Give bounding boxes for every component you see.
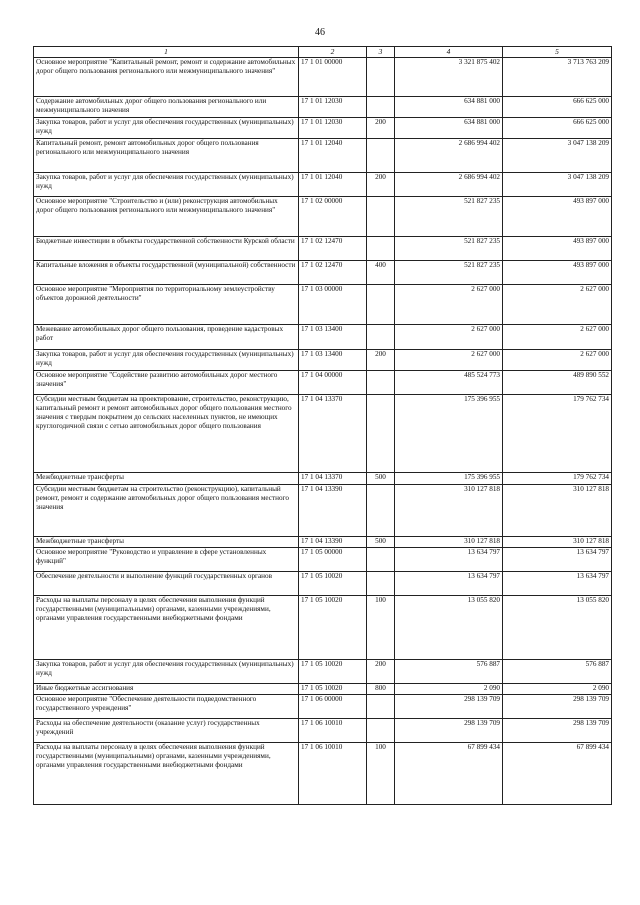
row-value-2-cell: 493 897 000: [503, 197, 612, 237]
row-value-2-cell: 13 634 797: [503, 572, 612, 596]
row-vr-cell: 100: [367, 743, 395, 805]
row-value-1-cell: 634 881 000: [395, 118, 503, 139]
row-code-cell: 17 1 01 12030: [299, 97, 367, 118]
row-code-cell: 17 1 04 13390: [299, 537, 367, 548]
row-code-cell: 17 1 02 12470: [299, 237, 367, 261]
row-value-1-cell: 175 396 955: [395, 473, 503, 485]
row-vr-cell: [367, 97, 395, 118]
row-name-cell: Капитальный ремонт, ремонт автомобильных дорог общего пользования регионального или межмуниципального значения: [34, 139, 299, 173]
row-vr-cell: [367, 395, 395, 473]
row-value-1-cell: 2 686 994 402: [395, 173, 503, 197]
row-value-2-cell: 2 627 000: [503, 325, 612, 350]
row-value-2-cell: 13 634 797: [503, 548, 612, 572]
row-value-1-cell: 2 627 000: [395, 285, 503, 325]
row-code-cell: 17 1 05 10020: [299, 572, 367, 596]
row-value-2-cell: 2 090: [503, 684, 612, 695]
row-code-cell: 17 1 05 10020: [299, 684, 367, 695]
table-row: [34, 97, 612, 118]
row-name-cell: Обеспечение деятельности и выполнение функций государственных органов: [34, 572, 299, 596]
row-code-cell: 17 1 01 12030: [299, 118, 367, 139]
table-row: [34, 261, 612, 285]
row-name-cell: Межбюджетные трансферты: [34, 537, 299, 548]
row-name-cell: Закупка товаров, работ и услуг для обеспечения государственных (муниципальных) нужд: [34, 350, 299, 371]
row-value-2-cell: 493 897 000: [503, 237, 612, 261]
table-row: [34, 695, 612, 719]
row-code-cell: 17 1 06 10010: [299, 743, 367, 805]
table-row: [34, 572, 612, 596]
row-value-2-cell: 298 139 709: [503, 695, 612, 719]
row-code-cell: 17 1 03 00000: [299, 285, 367, 325]
row-value-1-cell: 67 899 434: [395, 743, 503, 805]
row-name-cell: Субсидии местным бюджетам на проектирование, строительство, реконструкцию, капитальный ремонт и ремонт автомобильных дорог общего пользования местного значения с твердым покрытием до сельских населенных пунктов, не имеющих круглогодичной связи с сетью автомобильных дорог общего пользования: [34, 395, 299, 473]
table-row: [34, 325, 612, 350]
page-number: 46: [315, 27, 325, 38]
row-value-2-cell: 179 762 734: [503, 473, 612, 485]
table-row: [34, 350, 612, 371]
row-name-cell: Основное мероприятие "Обеспечение деятельности подведомственного государственного учреждения": [34, 695, 299, 719]
row-code-cell: 17 1 04 13390: [299, 485, 367, 537]
row-vr-cell: 100: [367, 596, 395, 660]
row-value-1-cell: 298 139 709: [395, 695, 503, 719]
row-value-1-cell: 2 627 000: [395, 350, 503, 371]
row-value-1-cell: 298 139 709: [395, 719, 503, 743]
row-vr-cell: 800: [367, 684, 395, 695]
row-vr-cell: [367, 719, 395, 743]
row-name-cell: Закупка товаров, работ и услуг для обеспечения государственных (муниципальных) нужд: [34, 660, 299, 684]
row-vr-cell: [367, 548, 395, 572]
table-row: [34, 548, 612, 572]
row-code-cell: 17 1 01 00000: [299, 58, 367, 97]
row-value-2-cell: 666 625 000: [503, 97, 612, 118]
row-value-1-cell: 310 127 818: [395, 485, 503, 537]
row-name-cell: Иные бюджетные ассигнования: [34, 684, 299, 695]
row-name-cell: Капитальные вложения в объекты государственной (муниципальной) собственности: [34, 261, 299, 285]
column-header: 1: [34, 47, 299, 58]
table-row: [34, 139, 612, 173]
table-row: [34, 237, 612, 261]
row-code-cell: 17 1 02 12470: [299, 261, 367, 285]
row-code-cell: 17 1 06 10010: [299, 719, 367, 743]
row-code-cell: 17 1 02 00000: [299, 197, 367, 237]
row-value-2-cell: 3 713 763 209: [503, 58, 612, 97]
row-code-cell: 17 1 01 12040: [299, 139, 367, 173]
row-value-1-cell: 521 827 235: [395, 237, 503, 261]
row-name-cell: Закупка товаров, работ и услуг для обеспечения государственных (муниципальных) нужд: [34, 118, 299, 139]
row-code-cell: 17 1 05 10020: [299, 596, 367, 660]
row-value-2-cell: 179 762 734: [503, 395, 612, 473]
row-value-2-cell: 67 899 434: [503, 743, 612, 805]
row-value-2-cell: 298 139 709: [503, 719, 612, 743]
row-name-cell: Расходы на выплаты персоналу в целях обеспечения выполнения функций государственными (муниципальными) органами, казенными учреждениями, органами управления государственными внебюджетными фондами: [34, 596, 299, 660]
row-name-cell: Основное мероприятие "Содействие развитию автомобильных дорог местного значения": [34, 371, 299, 395]
row-code-cell: 17 1 04 00000: [299, 371, 367, 395]
row-value-1-cell: 2 090: [395, 684, 503, 695]
table-row: [34, 596, 612, 660]
row-vr-cell: 500: [367, 473, 395, 485]
row-vr-cell: [367, 285, 395, 325]
table-row: [34, 285, 612, 325]
column-header: 4: [395, 47, 503, 58]
budget-table: [33, 46, 612, 805]
row-name-cell: Основное мероприятие "Строительство и (или) реконструкция автомобильных дорог общего пользования регионального или межмуниципального значения": [34, 197, 299, 237]
row-name-cell: Основное мероприятие "Руководство и управление в сфере установленных функций": [34, 548, 299, 572]
row-vr-cell: [367, 197, 395, 237]
row-name-cell: Содержание автомобильных дорог общего пользования регионального или межмуниципального значения: [34, 97, 299, 118]
row-value-2-cell: 576 887: [503, 660, 612, 684]
row-name-cell: Субсидии местным бюджетам на строительство (реконструкцию), капитальный ремонт, ремонт и содержание автомобильных дорог общего пользования местного значения: [34, 485, 299, 537]
row-value-1-cell: 521 827 235: [395, 261, 503, 285]
row-name-cell: Основное мероприятие "Капитальный ремонт, ремонт и содержание автомобильных дорог общего пользования регионального или межмуниципального значения": [34, 58, 299, 97]
table-row: [34, 684, 612, 695]
row-vr-cell: 400: [367, 261, 395, 285]
row-vr-cell: [367, 325, 395, 350]
table-row: [34, 395, 612, 473]
row-name-cell: Межбюджетные трансферты: [34, 473, 299, 485]
table-row: [34, 371, 612, 395]
row-value-2-cell: 493 897 000: [503, 261, 612, 285]
row-vr-cell: [367, 371, 395, 395]
row-name-cell: Расходы на выплаты персоналу в целях обеспечения выполнения функций государственными (муниципальными) органами, казенными учреждениями, органами управления государственными внебюджетными фондами: [34, 743, 299, 805]
row-vr-cell: 500: [367, 537, 395, 548]
row-value-2-cell: 2 627 000: [503, 285, 612, 325]
row-vr-cell: 200: [367, 660, 395, 684]
row-vr-cell: [367, 237, 395, 261]
column-header: 3: [367, 47, 395, 58]
row-name-cell: Закупка товаров, работ и услуг для обеспечения государственных (муниципальных) нужд: [34, 173, 299, 197]
table-row: [34, 719, 612, 743]
column-header: 5: [503, 47, 612, 58]
row-value-1-cell: 3 321 875 402: [395, 58, 503, 97]
table-row: [34, 537, 612, 548]
row-value-2-cell: 3 047 138 209: [503, 139, 612, 173]
row-value-2-cell: 310 127 818: [503, 485, 612, 537]
row-vr-cell: 200: [367, 173, 395, 197]
row-vr-cell: [367, 485, 395, 537]
row-value-1-cell: 175 396 955: [395, 395, 503, 473]
row-value-1-cell: 576 887: [395, 660, 503, 684]
table-header-row: [34, 47, 612, 58]
row-vr-cell: [367, 139, 395, 173]
row-code-cell: 17 1 01 12040: [299, 173, 367, 197]
row-code-cell: 17 1 05 00000: [299, 548, 367, 572]
row-vr-cell: 200: [367, 118, 395, 139]
row-code-cell: 17 1 03 13400: [299, 325, 367, 350]
row-value-1-cell: 13 634 797: [395, 548, 503, 572]
row-value-1-cell: 485 524 773: [395, 371, 503, 395]
row-value-1-cell: 2 627 000: [395, 325, 503, 350]
row-code-cell: 17 1 03 13400: [299, 350, 367, 371]
table-row: [34, 118, 612, 139]
row-name-cell: Бюджетные инвестиции в объекты государственной собственности Курской области: [34, 237, 299, 261]
row-value-1-cell: 13 055 820: [395, 596, 503, 660]
row-value-1-cell: 13 634 797: [395, 572, 503, 596]
table-body: [34, 58, 612, 805]
table-row: [34, 660, 612, 684]
row-value-1-cell: 310 127 818: [395, 537, 503, 548]
row-value-1-cell: 634 881 000: [395, 97, 503, 118]
row-code-cell: 17 1 05 10020: [299, 660, 367, 684]
row-vr-cell: 200: [367, 350, 395, 371]
table-row: [34, 173, 612, 197]
row-name-cell: Межевание автомобильных дорог общего пользования, проведение кадастровых работ: [34, 325, 299, 350]
row-code-cell: 17 1 06 00000: [299, 695, 367, 719]
table-row: [34, 473, 612, 485]
table-row: [34, 485, 612, 537]
row-code-cell: 17 1 04 13370: [299, 395, 367, 473]
row-vr-cell: [367, 58, 395, 97]
row-value-2-cell: 310 127 818: [503, 537, 612, 548]
table-row: [34, 743, 612, 805]
row-vr-cell: [367, 695, 395, 719]
row-value-2-cell: 666 625 000: [503, 118, 612, 139]
row-value-1-cell: 521 827 235: [395, 197, 503, 237]
table-row: [34, 197, 612, 237]
column-header: 2: [299, 47, 367, 58]
row-name-cell: Расходы на обеспечение деятельности (оказание услуг) государственных учреждений: [34, 719, 299, 743]
row-value-2-cell: 3 047 138 209: [503, 173, 612, 197]
row-value-2-cell: 489 890 552: [503, 371, 612, 395]
row-code-cell: 17 1 04 13370: [299, 473, 367, 485]
row-value-2-cell: 2 627 000: [503, 350, 612, 371]
row-name-cell: Основное мероприятие "Мероприятия по территориальному землеустройству объектов дорожной деятельности": [34, 285, 299, 325]
table-row: [34, 58, 612, 97]
row-vr-cell: [367, 572, 395, 596]
row-value-1-cell: 2 686 994 402: [395, 139, 503, 173]
row-value-2-cell: 13 055 820: [503, 596, 612, 660]
